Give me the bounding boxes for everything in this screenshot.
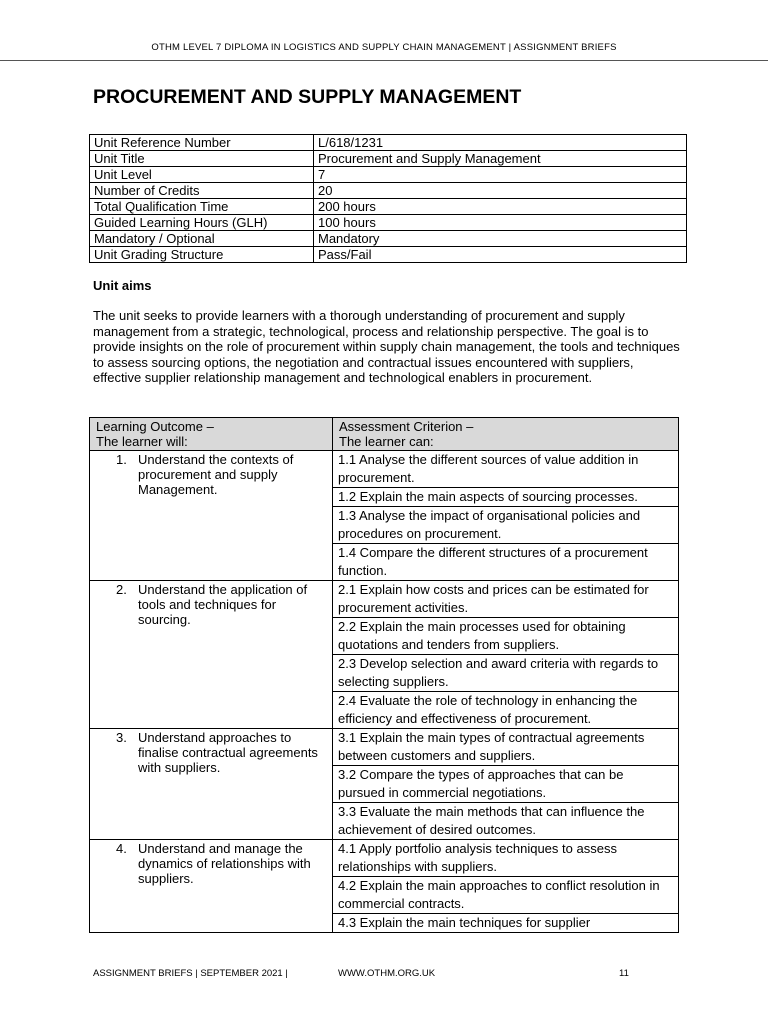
criterion-row xyxy=(90,729,679,766)
aims-paragraph: The unit seeks to provide learners with a thorough understanding of procurement and supply management from a strategic, technological, process and relationship perspective. The goal is to provide insights on the role of procurement within supply chain management, the tools and techniques to assess sourcing options, the negotiation and contractual issues encountered with suppliers, effective supplier relationship management and technological enablers in procurement. xyxy=(93,308,680,386)
aims-heading: Unit aims xyxy=(93,278,152,293)
unit-info-row xyxy=(90,231,687,247)
criterion-row xyxy=(90,840,679,877)
criterion-header-line2: The learner can: xyxy=(339,434,434,449)
unit-info-label: Mandatory / Optional xyxy=(90,231,314,247)
unit-info-value: 20 xyxy=(314,183,687,199)
learning-outcome-cell xyxy=(90,451,333,581)
unit-info-label: Guided Learning Hours (GLH) xyxy=(90,215,314,231)
learning-outcome-cell xyxy=(90,729,333,840)
unit-info-label: Total Qualification Time xyxy=(90,199,314,215)
outcome-header-line1: Learning Outcome – xyxy=(96,419,214,434)
outcome-column-header xyxy=(90,418,333,451)
assessment-criterion: 4.1 Apply portfolio analysis techniques to assess relationships with suppliers. xyxy=(333,840,679,877)
header-divider xyxy=(0,60,768,61)
criterion-row xyxy=(90,581,679,618)
page-header: OTHM LEVEL 7 DIPLOMA IN LOGISTICS AND SUPPLY CHAIN MANAGEMENT | ASSIGNMENT BRIEFS xyxy=(151,42,617,53)
outcomes-table xyxy=(89,417,679,933)
unit-info-value: 100 hours xyxy=(314,215,687,231)
learning-outcome-cell xyxy=(90,840,333,933)
unit-info-row xyxy=(90,247,687,263)
assessment-criterion: 2.2 Explain the main processes used for obtaining quotations and tenders from suppliers. xyxy=(333,618,679,655)
unit-info-value: 7 xyxy=(314,167,687,183)
unit-info-label: Unit Grading Structure xyxy=(90,247,314,263)
assessment-criterion: 2.1 Explain how costs and prices can be estimated for procurement activities. xyxy=(333,581,679,618)
unit-info-row xyxy=(90,135,687,151)
footer-left: ASSIGNMENT BRIEFS | SEPTEMBER 2021 | xyxy=(93,968,288,979)
assessment-criterion: 4.3 Explain the main techniques for supplier xyxy=(333,914,679,933)
unit-info-row xyxy=(90,167,687,183)
assessment-criterion: 1.4 Compare the different structures of a procurement function. xyxy=(333,544,679,581)
assessment-criterion: 2.4 Evaluate the role of technology in enhancing the efficiency and effectiveness of procurement. xyxy=(333,692,679,729)
outcome-number: 3. xyxy=(116,730,127,745)
assessment-criterion: 1.2 Explain the main aspects of sourcing processes. xyxy=(333,488,679,507)
unit-info-row xyxy=(90,183,687,199)
criterion-row xyxy=(90,451,679,488)
assessment-criterion: 3.3 Evaluate the main methods that can influence the achievement of desired outcomes. xyxy=(333,803,679,840)
outcome-number: 4. xyxy=(116,841,127,856)
unit-info-label: Number of Credits xyxy=(90,183,314,199)
unit-info-table xyxy=(89,134,687,263)
outcomes-header-row xyxy=(90,418,679,451)
unit-info-label: Unit Reference Number xyxy=(90,135,314,151)
criterion-header-line1: Assessment Criterion – xyxy=(339,419,474,434)
unit-info-value: Procurement and Supply Management xyxy=(314,151,687,167)
outcome-text: Understand the contexts of procurement and supply Management. xyxy=(138,452,294,497)
outcome-text: Understand approaches to finalise contractual agreements with suppliers. xyxy=(138,730,318,775)
page-title: PROCUREMENT AND SUPPLY MANAGEMENT xyxy=(93,86,522,108)
footer-website: WWW.OTHM.ORG.UK xyxy=(338,968,436,979)
outcome-number: 2. xyxy=(116,582,127,597)
unit-info-value: L/618/1231 xyxy=(314,135,687,151)
assessment-criterion: 1.1 Analyse the different sources of value addition in procurement. xyxy=(333,451,679,488)
outcome-text: Understand the application of tools and techniques for sourcing. xyxy=(138,582,308,627)
unit-info-row xyxy=(90,151,687,167)
outcome-number: 1. xyxy=(116,452,127,467)
assessment-criterion: 3.1 Explain the main types of contractual agreements between customers and suppliers. xyxy=(333,729,679,766)
unit-info-value: Pass/Fail xyxy=(314,247,687,263)
assessment-criterion: 1.3 Analyse the impact of organisational policies and procedures on procurement. xyxy=(333,507,679,544)
unit-info-value: 200 hours xyxy=(314,199,687,215)
outcome-text: Understand and manage the dynamics of relationships with suppliers. xyxy=(138,841,311,886)
unit-info-row xyxy=(90,199,687,215)
assessment-criterion: 3.2 Compare the types of approaches that can be pursued in commercial negotiations. xyxy=(333,766,679,803)
assessment-criterion: 4.2 Explain the main approaches to conflict resolution in commercial contracts. xyxy=(333,877,679,914)
unit-info-value: Mandatory xyxy=(314,231,687,247)
unit-info-row xyxy=(90,215,687,231)
assessment-criterion: 2.3 Develop selection and award criteria with regards to selecting suppliers. xyxy=(333,655,679,692)
page-number: 11 xyxy=(619,968,629,979)
learning-outcome-cell xyxy=(90,581,333,729)
unit-info-label: Unit Title xyxy=(90,151,314,167)
criterion-column-header xyxy=(333,418,679,451)
unit-info-label: Unit Level xyxy=(90,167,314,183)
outcome-header-line2: The learner will: xyxy=(96,434,188,449)
